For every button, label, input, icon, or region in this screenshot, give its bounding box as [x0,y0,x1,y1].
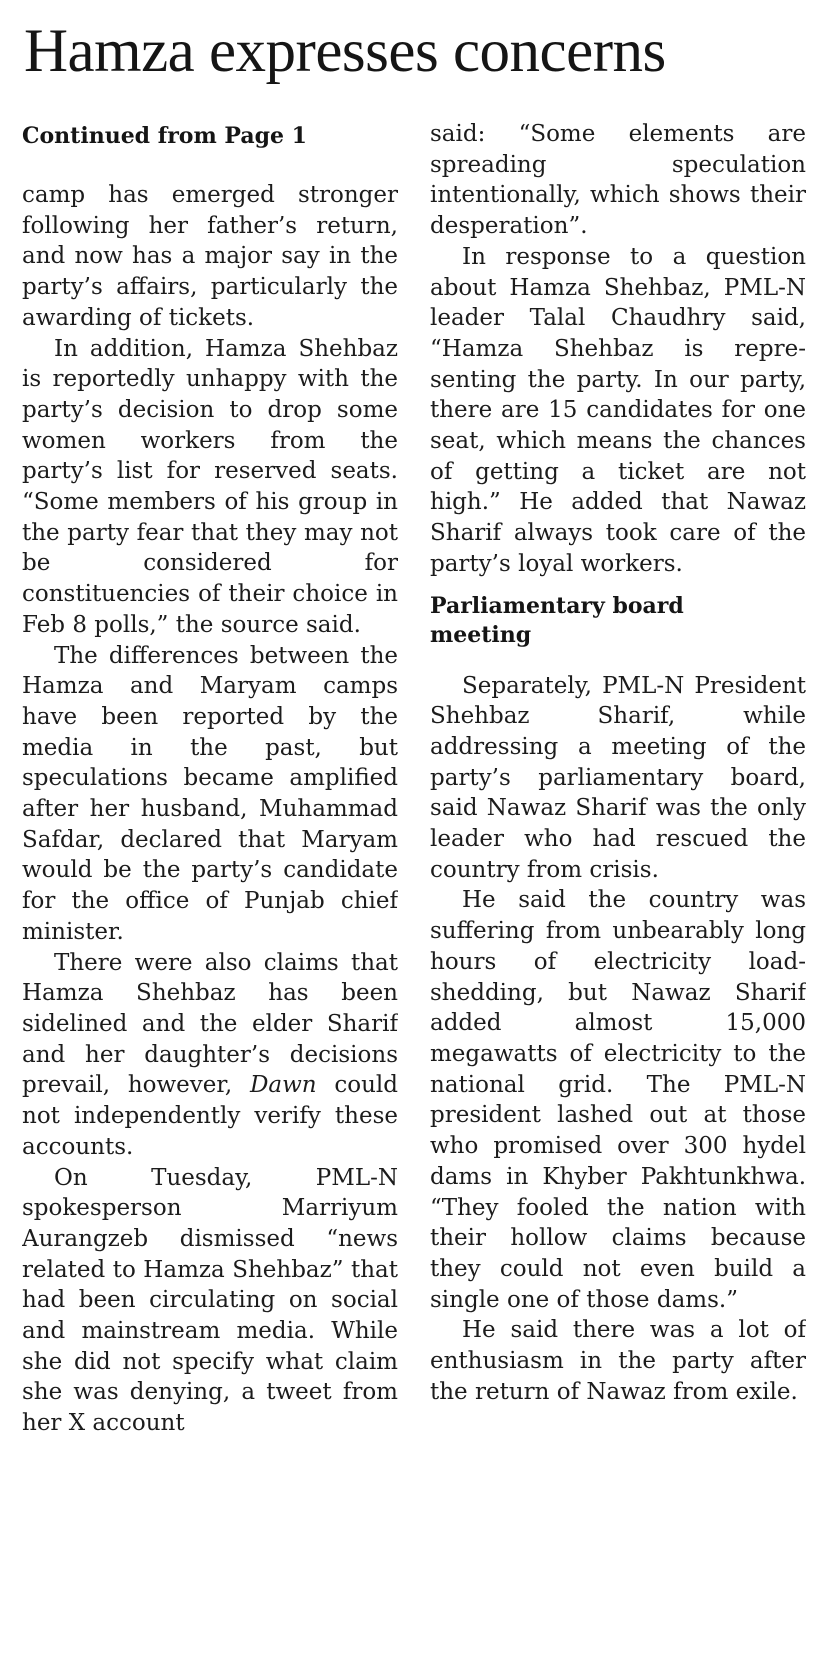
continued-label: Continued from Page 1 [22,123,307,149]
paragraph: The differences between the Hamza and Maryam camps have been reported by the media in the past, but speculations became amplified after her husband, Muhammad Safdar, declared that Maryam would be the party’s candidate for the office of Punjab chief minister. [22,642,398,945]
section-subhead: Parliamentary board meeting [430,592,684,648]
paragraph: camp has emerged stronger following her father’s return, and now has a major say in the party’s affairs, particularly the awarding of tickets. [22,182,398,331]
publication-name: Dawn [249,1072,317,1099]
paragraph-text: could not independently verify these accounts. [22,1072,398,1160]
article-column-2 [430,119,806,1649]
paragraph: He said there was a lot of enthusiasm in the party after the return of Nawaz from exile. [430,1317,806,1405]
paragraph: Separately, PML-N President Shehbaz Sharif, while addressing a meeting of the party’s parliamentary board, said Nawaz Sharif was the only leader who had rescued the country from crisis. [430,672,806,883]
paragraph [22,948,398,1163]
paragraph: On Tuesday, PML-N spokesperson Marriyum Aurangzeb dismissed “news related to Hamza Shehbaz” that had been circulating on social and mainstream media. While she did not specify what claim she was denying, a tweet from her X account [22,1164,398,1437]
paragraph: said: “Some elements are spreading speculation intentionally, which shows their desperation”. [430,121,806,240]
paragraph: In response to a question about Hamza Shehbaz, PML-N leader Talal Chaudhry said, “Hamza Shehbaz is representing the party. In our party, there are 15 candidates for one seat, which means the chances of getting a ticket are not high.” He added that Nawaz Sharif always took care of the party’s loyal workers. [430,243,806,577]
article-column-1 [22,119,398,1649]
paragraph-text: There were also claims that Hamza Shehbaz has been sidelined and the elder Sharif and her daughter’s decisions prevail, however, [22,949,398,1099]
paragraph: In addition, Hamza Shehbaz is reportedly unhappy with the party’s decision to drop some women workers from the party’s list for reserved seats. “Some members of his group in the party fear that they may not be considered for constituencies of their choice in Feb 8 polls,” the source said. [22,335,398,638]
headline: Hamza expresses concerns [24,18,666,85]
paragraph: He said the country was suffering from unbearably long hours of electricity load-shedding, but Nawaz Sharif added almost 15,000 megawatts of electricity to the national grid. The PML-N president lashed out at those who promised over 300 hydel dams in Khyber Pakhtunkhwa. “They fooled the nation with their hollow claims because they could not even build a single one of those dams.” [430,887,806,1313]
